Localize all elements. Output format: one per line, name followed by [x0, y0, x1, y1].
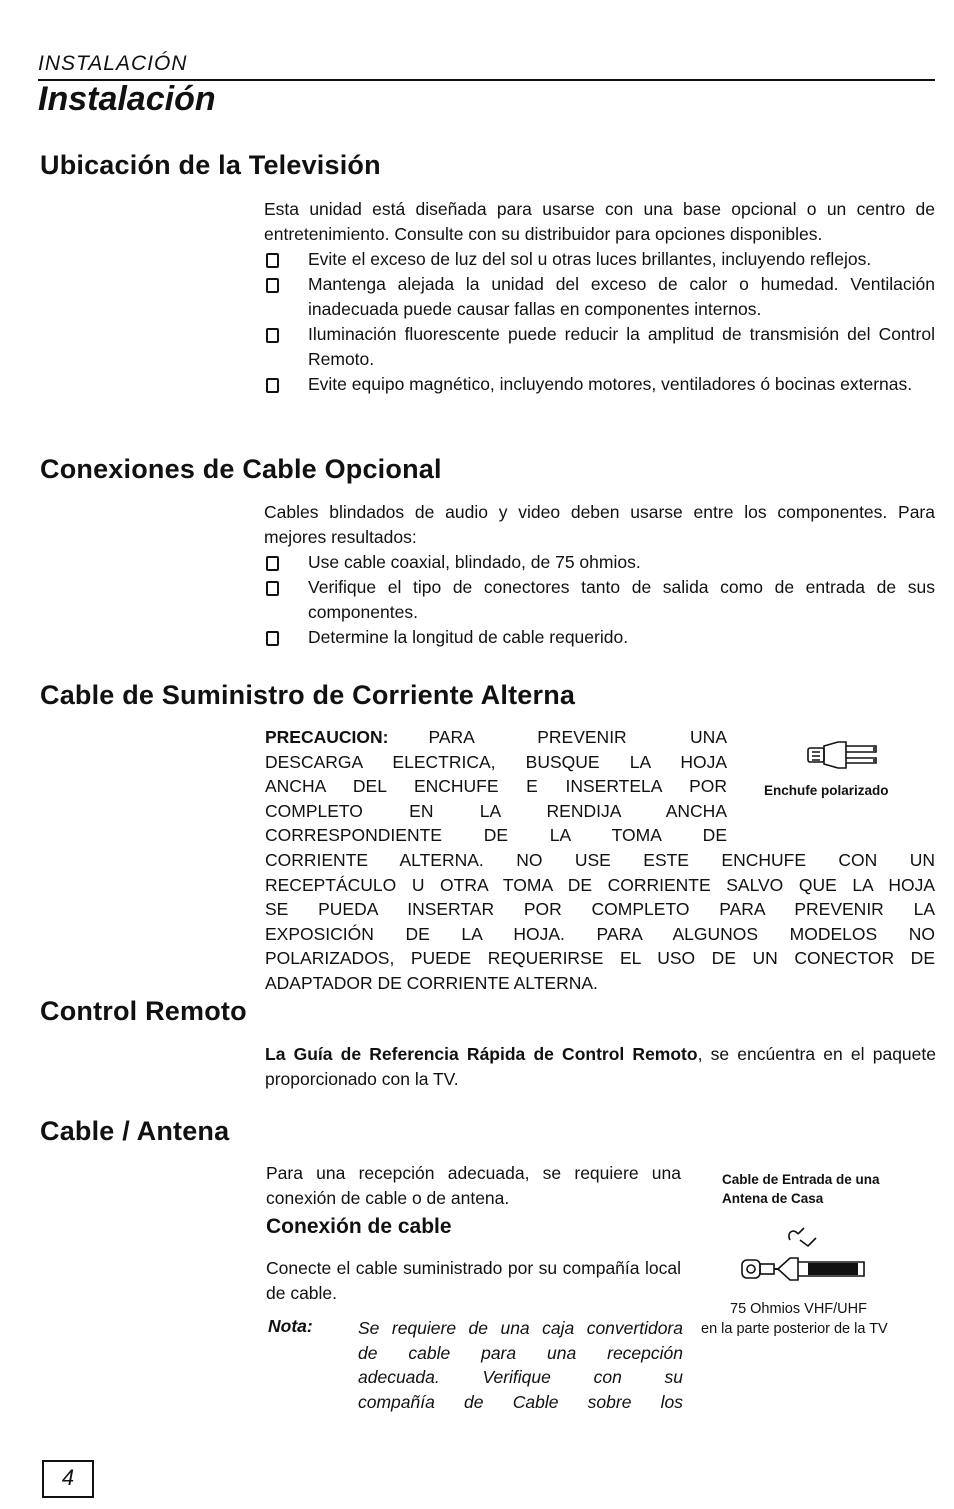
section-heading-conexiones: Conexiones de Cable Opcional [40, 454, 442, 484]
caution-line: ADAPTADOR DE CORRIENTE ALTERNA. [265, 972, 598, 993]
conexiones-list [264, 550, 935, 650]
control-paragraph: La Guía de Referencia Rápida de Control Remoto, se encúentra en el paquete proporcionado con la TV. [265, 1044, 936, 1089]
nota-label: Nota: [268, 1316, 313, 1336]
coaxial-cable-icon [738, 1222, 870, 1288]
list-item: Evite equipo magnético, incluyendo motores, ventiladores ó bocinas externas. [264, 372, 935, 397]
antenna-caption-location: en la parte posterior de la TV [701, 1321, 888, 1337]
section-heading-suministro: Cable de Suministro de Corriente Alterna [40, 680, 576, 710]
caution-line: CORRESPONDIENTE DE LA TOMA DE [265, 825, 727, 846]
checkbox-icon [266, 378, 279, 393]
nota-line: adecuada. Verifique con su [358, 1367, 683, 1388]
caution-wide-block [265, 848, 935, 996]
section-heading-ubicacion: Ubicación de la Televisión [40, 150, 381, 180]
checkbox-icon [266, 253, 279, 268]
plug-caption: Enchufe polarizado [764, 783, 889, 798]
caution-line: DESCARGA ELECTRICA, BUSQUE LA HOJA [265, 751, 727, 772]
checkbox-icon [266, 581, 279, 596]
checkbox-icon [266, 631, 279, 646]
list-item: Verifique el tipo de conectores tanto de salida como de entrada de sus componentes. [264, 575, 935, 625]
ubicacion-intro: Esta unidad está diseñada para usarse con una base opcional o un centro de entretenimiento. Consulte con su distribuidor para opciones disponibles. [264, 199, 935, 244]
section-heading-control: Control Remoto [40, 996, 247, 1026]
running-head: INSTALACIÓN [38, 52, 188, 75]
list-item: Determine la longitud de cable requerido. [264, 625, 935, 650]
antena-intro: Para una recepción adecuada, se requiere una conexión de cable o de antena. [266, 1163, 681, 1208]
nota-block [358, 1316, 683, 1414]
list-item: Evite el exceso de luz del sol u otras luces brillantes, incluyendo reflejos. [264, 247, 935, 272]
section-heading-antena: Cable / Antena [40, 1116, 230, 1146]
caution-line: COMPLETO EN LA RENDIJA ANCHA [265, 800, 727, 821]
subheading-conexion-cable: Conexión de cable [266, 1215, 452, 1238]
caution-line: PRECAUCION: PARA PREVENIR UNA [265, 727, 727, 747]
caution-line: ANCHA DEL ENCHUFE E INSERTELA POR [265, 776, 727, 797]
checkbox-icon [266, 556, 279, 571]
nota-line: de cable para una recepción [358, 1342, 683, 1363]
caution-narrow-block [265, 725, 727, 848]
caution-label: PRECAUCION: [265, 727, 389, 747]
caution-line: EXPOSICIÓN DE LA HOJA. PARA ALGUNOS MODELOS NO [265, 923, 935, 944]
guide-name: La Guía de Referencia Rápida de Control Remoto [265, 1044, 698, 1064]
page-title: Instalación [38, 80, 216, 118]
conexiones-section [264, 500, 935, 650]
conexiones-intro: Cables blindados de audio y video deben usarse entre los componentes. Para mejores resultados: [264, 502, 935, 547]
nota-line: compañía de Cable sobre los [358, 1391, 683, 1412]
page-number: 4 [42, 1460, 94, 1498]
list-item: Iluminación fluorescente puede reducir la amplitud de transmisión del Control Remoto. [264, 322, 935, 372]
ubicacion-section [264, 197, 935, 397]
caution-line: RECEPTÁCULO U OTRA TOMA DE CORRIENTE SALVO QUE LA HOJA [265, 874, 935, 895]
conexion-cable-text: Conecte el cable suministrado por su compañía local de cable. [266, 1258, 681, 1303]
checkbox-icon [266, 328, 279, 343]
nota-line: Se requiere de una caja convertidora [358, 1318, 683, 1338]
antenna-caption-ohm: 75 Ohmios VHF/UHF [730, 1301, 867, 1317]
list-item: Use cable coaxial, blindado, de 75 ohmios. [264, 550, 935, 575]
checkbox-icon [266, 278, 279, 293]
caution-line: SE PUEDA INSERTAR POR COMPLETO PARA PREVENIR LA [265, 899, 935, 920]
ubicacion-list [264, 247, 935, 397]
polarized-plug-icon [804, 734, 884, 774]
caution-line: POLARIZADOS, PUEDE REQUERIRSE EL USO DE UN CONECTOR DE [265, 948, 935, 969]
caution-line: CORRIENTE ALTERNA. NO USE ESTE ENCHUFE CON UN [265, 850, 935, 870]
list-item: Mantenga alejada la unidad del exceso de calor o humedad. Ventilación inadecuada puede causar fallas en componentes internos. [264, 272, 935, 322]
antenna-figure-caption: Cable de Entrada de una Antena de Casa [722, 1172, 880, 1206]
